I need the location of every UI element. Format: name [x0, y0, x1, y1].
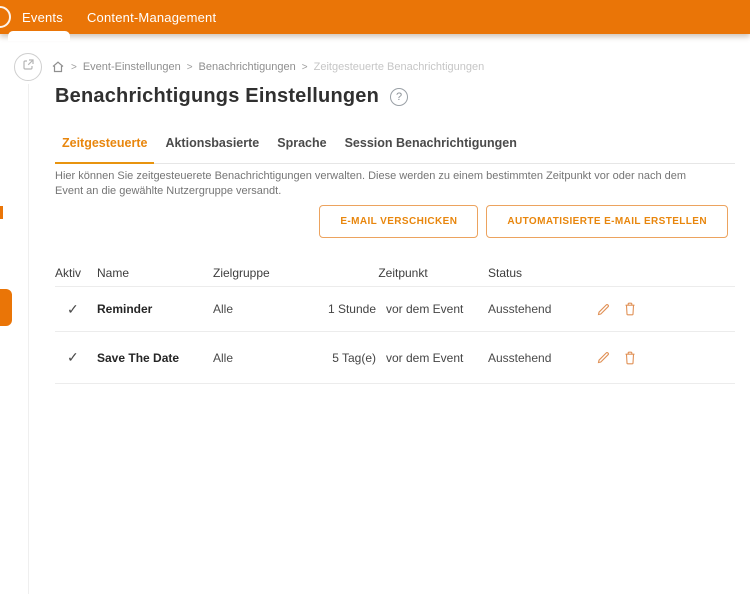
tab-session-benachrichtigungen[interactable]: Session Benachrichtigungen	[344, 136, 517, 150]
cell-zeitpunkt-relation: vor dem Event	[386, 350, 464, 365]
cell-zeitpunkt-value: 1 Stunde	[327, 302, 376, 316]
tab-zeitgesteuerte[interactable]: Zeitgesteuerte	[55, 130, 154, 164]
tab-bar	[55, 130, 735, 164]
edit-icon[interactable]	[596, 350, 610, 365]
open-external-button[interactable]	[14, 53, 42, 81]
active-check-icon[interactable]: ✓	[67, 300, 79, 317]
header-name: Name	[97, 266, 130, 280]
nav-item-events[interactable]: Events	[22, 9, 63, 25]
page-title: Benachrichtigungs Einstellungen	[55, 85, 380, 107]
tab-sprache[interactable]: Sprache	[277, 136, 327, 150]
top-navbar	[0, 0, 750, 34]
table-row	[55, 332, 735, 384]
cell-status: Ausstehend	[488, 302, 552, 316]
home-icon[interactable]	[51, 60, 65, 74]
breadcrumb-separator: >	[301, 61, 308, 73]
cell-name: Save The Date	[97, 350, 180, 365]
create-automated-email-button[interactable]: AUTOMATISIERTE E-MAIL ERSTELLEN	[486, 205, 728, 238]
edit-icon[interactable]	[596, 302, 610, 317]
table-row	[55, 287, 735, 332]
header-status: Status	[488, 266, 523, 280]
sidebar-toggle-button[interactable]	[0, 289, 12, 326]
cell-name: Reminder	[97, 302, 153, 316]
header-zeitpunkt: Zeitpunkt	[378, 266, 428, 280]
breadcrumb-item-current: Zeitgesteuerte Benachrichtigungen	[313, 61, 485, 73]
header-zielgruppe: Zielgruppe	[213, 266, 270, 280]
breadcrumb-separator: >	[71, 61, 77, 73]
tab-aktionsbasierte[interactable]: Aktionsbasierte	[165, 136, 260, 150]
active-check-icon[interactable]: ✓	[67, 349, 79, 365]
breadcrumb-item-event-einstellungen[interactable]: Event-Einstellungen	[82, 61, 181, 73]
breadcrumb-separator: >	[186, 61, 193, 73]
header-aktiv: Aktiv	[55, 266, 82, 280]
page-description: Hier können Sie zeitgesteuerete Benachrichtigungen verwalten. Diese werden zu einem bestimmten Zeitpunkt vor oder nach dem Event an die gewählte Nutzergruppe versandt.	[55, 170, 687, 198]
cell-status: Ausstehend	[488, 350, 552, 365]
nav-active-tab-indicator	[8, 31, 70, 41]
external-link-icon	[22, 58, 35, 76]
app-logo-icon[interactable]	[0, 6, 11, 28]
breadcrumb	[51, 59, 484, 75]
cell-zeitpunkt-value: 5 Tag(e)	[332, 350, 376, 365]
cell-zielgruppe: Alle	[213, 350, 234, 365]
table-header-row	[55, 260, 735, 287]
cell-zielgruppe: Alle	[213, 302, 234, 316]
vertical-guide-line	[28, 84, 29, 594]
nav-item-content-management[interactable]: Content-Management	[86, 9, 217, 25]
sidebar-partial-icon	[0, 206, 3, 219]
breadcrumb-item-benachrichtigungen[interactable]: Benachrichtigungen	[198, 61, 296, 73]
cell-zeitpunkt-relation: vor dem Event	[386, 302, 464, 316]
help-icon[interactable]: ?	[390, 88, 408, 106]
send-email-button[interactable]: E-MAIL VERSCHICKEN	[319, 205, 478, 238]
delete-icon[interactable]	[623, 350, 637, 365]
notifications-table	[55, 260, 735, 384]
delete-icon[interactable]	[623, 302, 637, 317]
